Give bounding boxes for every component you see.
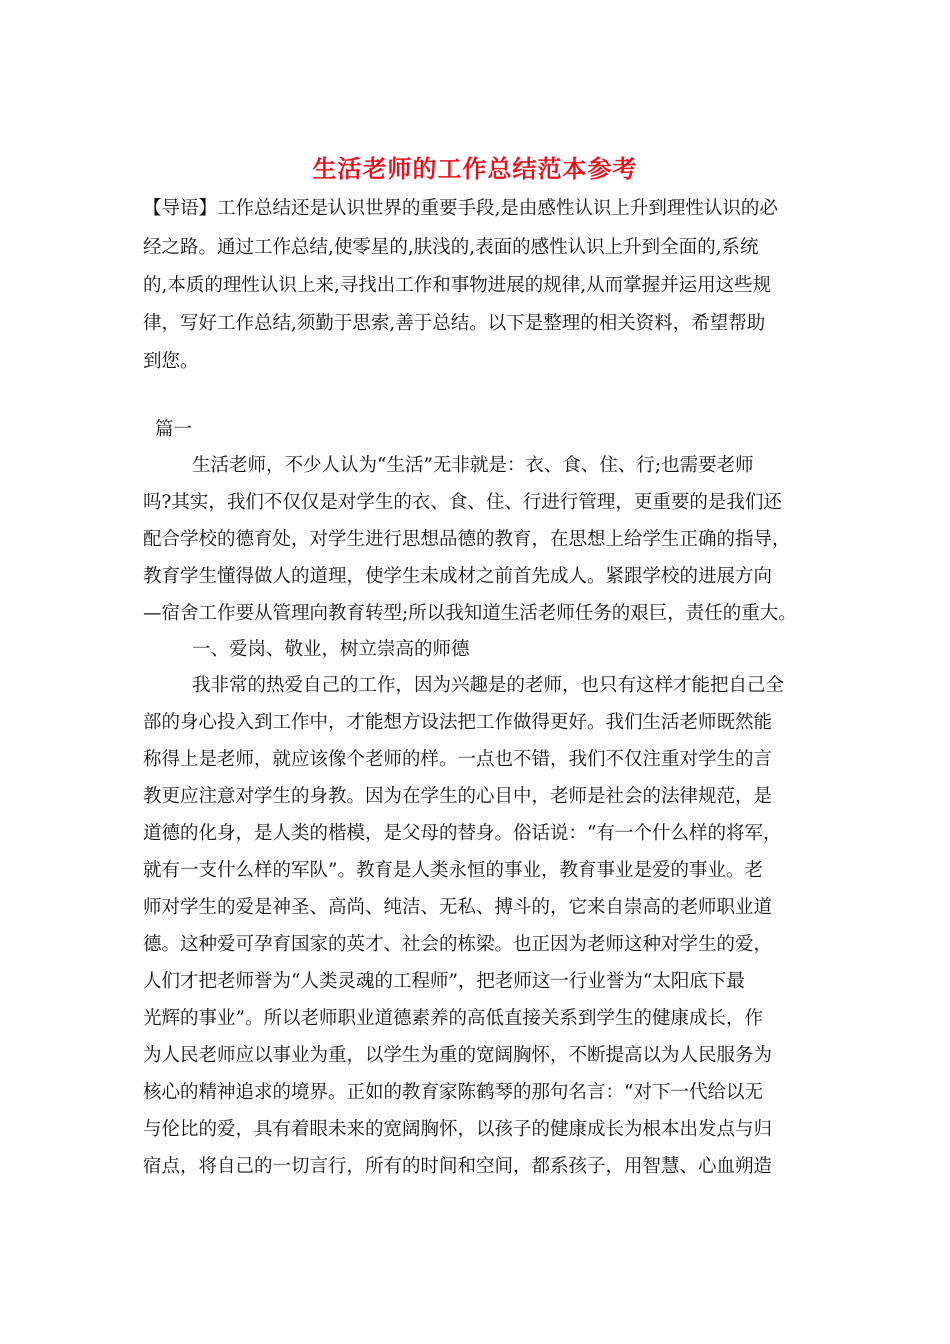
- body-line: 教育学生懂得做人的道理，使学生未成材之前首先成人。紧跟学校的进展方向: [143, 566, 773, 587]
- body-line: 为人民老师应以事业为重，以学生为重的宽阔胸怀，不断提高以为人民服务为: [143, 1045, 773, 1066]
- body-line: 道德的化身，是人类的楷模，是父母的替身。俗话说：“有一个什么样的将军，: [143, 823, 782, 844]
- body-line: 与伦比的爱，具有着眼未来的宽阔胸怀，以孩子的健康成长为根本出发点与归: [143, 1119, 773, 1140]
- body-line: 部的身心投入到工作中，才能想方设法把工作做得更好。我们生活老师既然能: [143, 712, 773, 733]
- intro-line: 的,本质的理性认识上来,寻找出工作和事物进展的规律,从而掌握并运用这些规: [143, 275, 772, 296]
- document-title: 生活老师的工作总结范本参考: [312, 154, 638, 183]
- body-line: 宿点，将自己的一切言行，所有的时间和空间，都系孩子，用智慧、心血朔造: [143, 1156, 773, 1177]
- body-line: 核心的精神追求的境界。正如的教育家陈鹤琴的那句名言：“对下一代给以无: [143, 1082, 763, 1103]
- intro-line: 律，写好工作总结,须勤于思索,善于总结。以下是整理的相关资料，希望帮助: [143, 313, 766, 334]
- body-line: 人们才把老师誉为“人类灵魂的工程师”，把老师这一行业誉为“太阳底下最: [143, 971, 745, 992]
- body-line: 配合学校的德育处，对学生进行思想品德的教育，在思想上给学生正确的指导，: [143, 529, 791, 550]
- body-line: 就有一支什么样的军队”。教育是人类永恒的事业，教育事业是爱的事业。老: [143, 860, 763, 881]
- body-line: —宿舍工作要从管理向教育转型;所以我知道生活老师任务的艰巨，责任的重大。: [143, 603, 797, 624]
- intro-line: 经之路。通过工作总结,使零星的,肤浅的,表面的感性认识上升到全面的,系统: [143, 237, 759, 258]
- subheading: 一、爱岗、敬业，树立崇高的师德: [192, 639, 470, 660]
- body-line: 德。这种爱可孕育国家的英才、社会的栋梁。也正因为老师这种对学生的爱，: [143, 934, 773, 955]
- body-line: 生活老师，不少人认为“生活”无非就是：衣、食、住、行;也需要老师: [192, 455, 754, 476]
- body-line: 光辉的事业”。所以老师职业道德素养的高低直接关系到学生的健康成长，作: [143, 1008, 763, 1029]
- section-label: 篇一: [155, 419, 193, 440]
- body-line: 我非常的热爱自己的工作，因为兴趣是的老师，也只有这样才能把自己全: [192, 675, 785, 696]
- body-line: 教更应注意对学生的身教。因为在学生的心目中，老师是社会的法律规范，是: [143, 786, 773, 807]
- intro-line: 【导语】工作总结还是认识世界的重要手段,是由感性认识上升到理性认识的必: [143, 198, 778, 219]
- intro-line: 到您。: [143, 351, 199, 372]
- body-line: 吗?其实，我们不仅仅是对学生的衣、食、住、行进行管理，更重要的是我们还: [143, 492, 782, 513]
- body-line: 称得上是老师，就应该像个老师的样。一点也不错，我们不仅注重对学生的言: [143, 749, 773, 770]
- body-line: 师对学生的爱是神圣、高尚、纯洁、无私、搏斗的，它来自崇高的老师职业道: [143, 897, 773, 918]
